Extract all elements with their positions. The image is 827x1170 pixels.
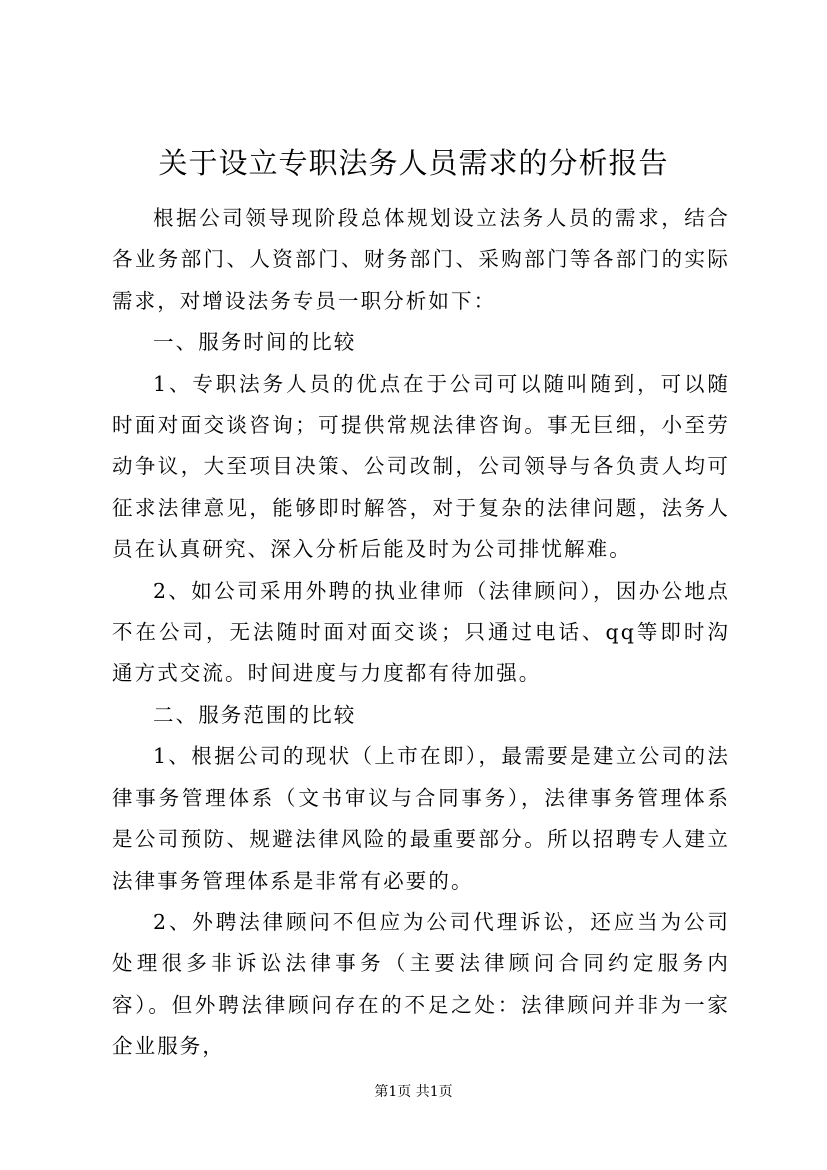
section-heading-service-time: 一、服务时间的比较	[153, 330, 357, 355]
document-body	[112, 198, 730, 1068]
document-title: 关于设立专职法务人员需求的分析报告	[158, 146, 669, 180]
page-number-footer: 第1页 共1页	[374, 1084, 453, 1100]
intro-paragraph: 根据公司领导现阶段总体规划设立法务人员的需求，结合各业务部门、人资部门、财务部门、采购部门等各部门的实际需求，对增设法务专员一职分析如下：	[112, 206, 730, 313]
section2-paragraph-2: 2、外聘法律顾问不但应为公司代理诉讼，还应当为公司处理很多非诉讼法律事务（主要法律顾问合同约定服务内容）。但外聘法律顾问存在的不足之处：法律顾问并非为一家企业服务，	[112, 909, 730, 1059]
section-heading-service-scope: 二、服务范围的比较	[153, 702, 357, 727]
section1-paragraph-2: 2、如公司采用外聘的执业律师（法律顾问），因办公地点不在公司，无法随时面对面交谈；只通过电话、qq等即时沟通方式交流。时间进度与力度都有待加强。	[112, 578, 730, 686]
section1-paragraph-1: 1、专职法务人员的优点在于公司可以随叫随到，可以随时面对面交谈咨询；可提供常规法律咨询。事无巨细，小至劳动争议，大至项目决策、公司改制，公司领导与各负责人均可征求法律意见，能够即时解答，对于复杂的法律问题，法务人员在认真研究、深入分析后能及时为公司排忧解难。	[112, 371, 730, 562]
section2-paragraph-1: 1、根据公司的现状（上市在即），最需要是建立公司的法律事务管理体系（文书审议与合同事务），法律事务管理体系是公司预防、规避法律风险的最重要部分。所以招聘专人建立法律事务管理体系是非常有必要的。	[112, 744, 730, 893]
